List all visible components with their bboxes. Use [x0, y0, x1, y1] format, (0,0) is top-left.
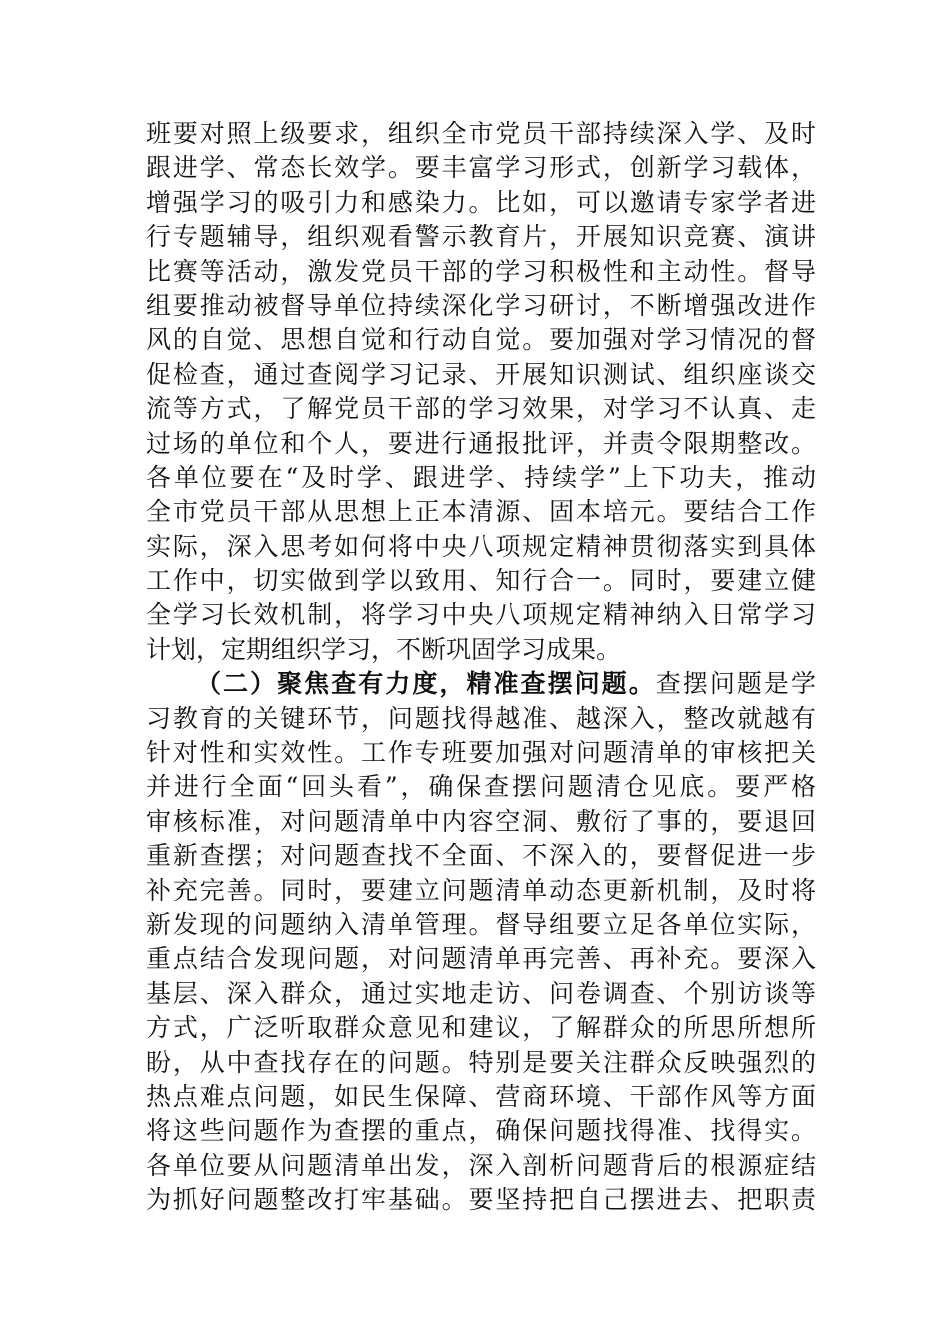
text-line: 增强学习的吸引力和感染力。比如，可以邀请专家学者进	[146, 187, 816, 217]
text-line: 盼，从中查找存在的问题。特别是要关注群众反映强烈的	[146, 1047, 816, 1077]
text-line: 热点难点问题，如民生保障、营商环境、干部作风等方面	[146, 1081, 816, 1111]
section-first-line	[146, 667, 816, 701]
text-line: 组要推动被督导单位持续深化学习研讨，不断增强改进作	[146, 290, 816, 320]
text-line: 促检查，通过查阅学习记录、开展知识测试、组织座谈交	[146, 359, 816, 389]
text-line: 风的自觉、思想自觉和行动自觉。要加强对学习情况的督	[146, 325, 816, 355]
section-first-line-text: 查摆问题是学	[655, 669, 816, 699]
text-line: 班要对照上级要求，组织全市党员干部持续深入学、及时	[146, 119, 816, 148]
text-line: 将这些问题作为查摆的重点，确保问题找得准、找得实。	[146, 1116, 816, 1146]
text-line: 全学习长效机制，将学习中央八项规定精神纳入日常学习	[146, 600, 816, 630]
text-line: 基层、深入群众，通过实地走访、问卷调查、个别访谈等	[146, 978, 816, 1008]
text-line: 重新查摆；对问题查找不全面、不深入的，要督促进一步	[146, 841, 816, 871]
section-heading: （二）聚焦查有力度，精准查摆问题。	[196, 669, 656, 699]
text-line: 补充完善。同时，要建立问题清单动态更新机制，及时将	[146, 875, 816, 905]
text-line: 流等方式，了解党员干部的学习效果，对学习不认真、走	[146, 394, 816, 424]
text-line: 实际，深入思考如何将中央八项规定精神贯彻落实到具体	[146, 531, 816, 561]
text-line: 行专题辅导，组织观看警示教育片，开展知识竞赛、演讲	[146, 222, 816, 252]
text-line: 针对性和实效性。工作专班要加强对问题清单的审核把关	[146, 738, 816, 768]
paragraph-2	[146, 667, 816, 1217]
text-line: 新发现的问题纳入清单管理。督导组要立足各单位实际，	[146, 909, 816, 939]
text-line: 习教育的关键环节，问题找得越准、越深入，整改就越有	[146, 703, 816, 733]
text-line: 全市党员干部从思想上正本清源、固本培元。要结合工作	[146, 497, 816, 527]
paragraph-1	[146, 117, 816, 667]
document-body	[146, 117, 816, 1218]
text-line: 各单位要从问题清单出发，深入剖析问题背后的根源症结	[146, 1150, 816, 1180]
text-line: 比赛等活动，激发党员干部的学习积极性和主动性。督导	[146, 256, 816, 286]
text-line: 为抓好问题整改打牢基础。要坚持把自己摆进去、把职责	[146, 1185, 816, 1215]
text-line: 并进行全面“回头看”，确保查摆问题清仓见底。要严格	[146, 772, 816, 802]
text-line: 重点结合发现问题，对问题清单再完善、再补充。要深入	[146, 944, 816, 974]
text-line: 计划，定期组织学习，不断巩固学习成果。	[146, 634, 622, 664]
text-line: 各单位要在“及时学、跟进学、持续学”上下功夫，推动	[146, 462, 816, 492]
text-line: 方式，广泛听取群众意见和建议，了解群众的所思所想所	[146, 1013, 816, 1043]
text-line: 过场的单位和个人，要进行通报批评，并责令限期整改。	[146, 428, 816, 458]
text-line: 工作中，切实做到学以致用、知行合一。同时，要建立健	[146, 566, 816, 596]
text-line: 审核标准，对问题清单中内容空洞、敷衍了事的，要退回	[146, 806, 816, 836]
text-line: 跟进学、常态长效学。要丰富学习形式，创新学习载体，	[146, 153, 816, 183]
